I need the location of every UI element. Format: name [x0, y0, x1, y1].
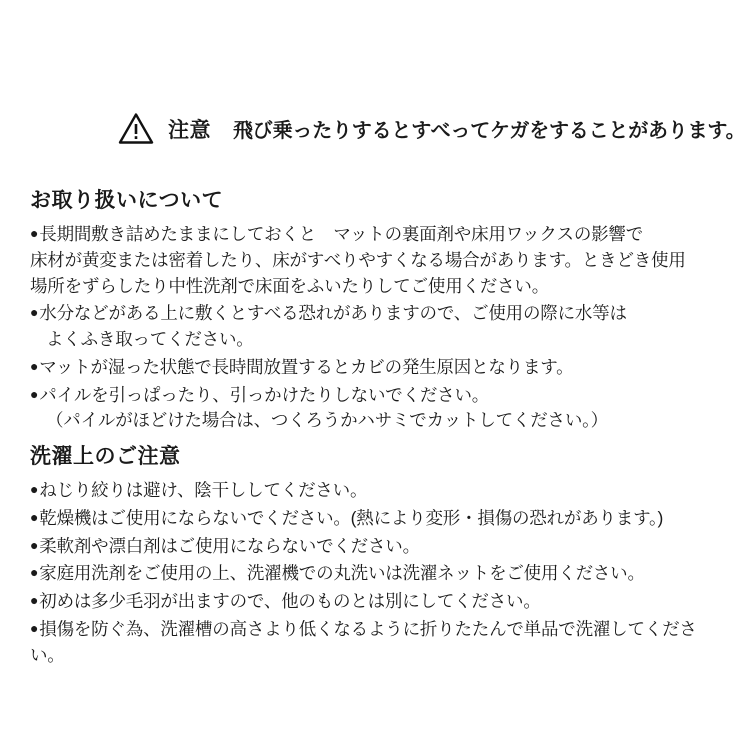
section-handling [30, 188, 730, 436]
bullet-icon: ● [30, 619, 39, 636]
list-item-line: 床材が黄変または密着したり、床がすべりやすくなる場合があります。ときどき使用 [30, 249, 686, 270]
list-item [30, 222, 730, 299]
list-item-line: 柔軟剤や漂白剤はご使用にならないでください。 [39, 535, 420, 556]
list-item-line: ねじり絞りは避け、陰干ししてください。 [39, 480, 368, 501]
warning-banner [118, 112, 745, 145]
list-item-line: 初めは多少毛羽が出ますので、他のものとは別にしてください。 [39, 591, 541, 612]
bullet-icon: ● [30, 508, 39, 525]
list-item [30, 478, 730, 504]
list-item-line: 場所をずらしたり中性洗剤で床面をふいたりしてご使用ください。 [30, 275, 549, 296]
list-item-line: （パイルがほどけた場合は、つくろうかハサミでカットしてください。） [46, 410, 608, 431]
washing-list [30, 478, 730, 668]
list-item [30, 355, 730, 381]
bullet-icon: ● [30, 304, 39, 321]
list-item [30, 534, 730, 560]
handling-list [30, 222, 730, 434]
list-item-line: マットが湿った状態で長時間放置するとカビの発生原因となります。 [39, 356, 574, 377]
list-item-line: 乾燥機はご使用にならないでください。(熱により変形・損傷の恐れがあります。) [39, 507, 664, 528]
bullet-icon: ● [30, 536, 39, 553]
list-item-line: パイルを引っぱったり、引っかけたりしないでください。 [39, 384, 490, 405]
bullet-icon: ● [30, 592, 39, 609]
bullet-icon: ● [30, 225, 39, 242]
list-item [30, 561, 730, 587]
list-item [30, 383, 730, 434]
list-item [30, 301, 730, 352]
list-item-line: 損傷を防ぐ為、洗濯槽の高さより低くなるように折りたたんで単品で洗濯してください。 [30, 618, 697, 665]
list-item [30, 589, 730, 615]
list-item-line: 長期間敷き詰めたままにしておくと マットの裏面剤や床用ワックスの影響で [39, 224, 644, 245]
list-item [30, 506, 730, 532]
section-washing-title: 洗濯上のご注意 [30, 445, 181, 468]
bullet-icon: ● [30, 481, 39, 498]
list-item-line: 家庭用洗剤をご使用の上、洗濯機での丸洗いは洗濯ネットをご使用ください。 [39, 563, 645, 584]
section-handling-title: お取り扱いについて [30, 189, 224, 212]
bullet-icon: ● [30, 385, 39, 402]
section-washing [30, 444, 730, 670]
bullet-icon: ● [30, 564, 39, 581]
warning-text: 飛び乗ったりするとすべってケガをすることがあります。 [233, 120, 746, 142]
list-item [30, 617, 730, 668]
list-item-line: よくふき取ってください。 [46, 329, 254, 350]
list-item-line: 水分などがある上に敷くとすべる恐れがありますので、ご使用の際に水等は [39, 303, 627, 324]
bullet-icon: ● [30, 357, 39, 374]
warning-triangle-icon [118, 112, 154, 145]
warning-label: 注意 [168, 118, 211, 142]
